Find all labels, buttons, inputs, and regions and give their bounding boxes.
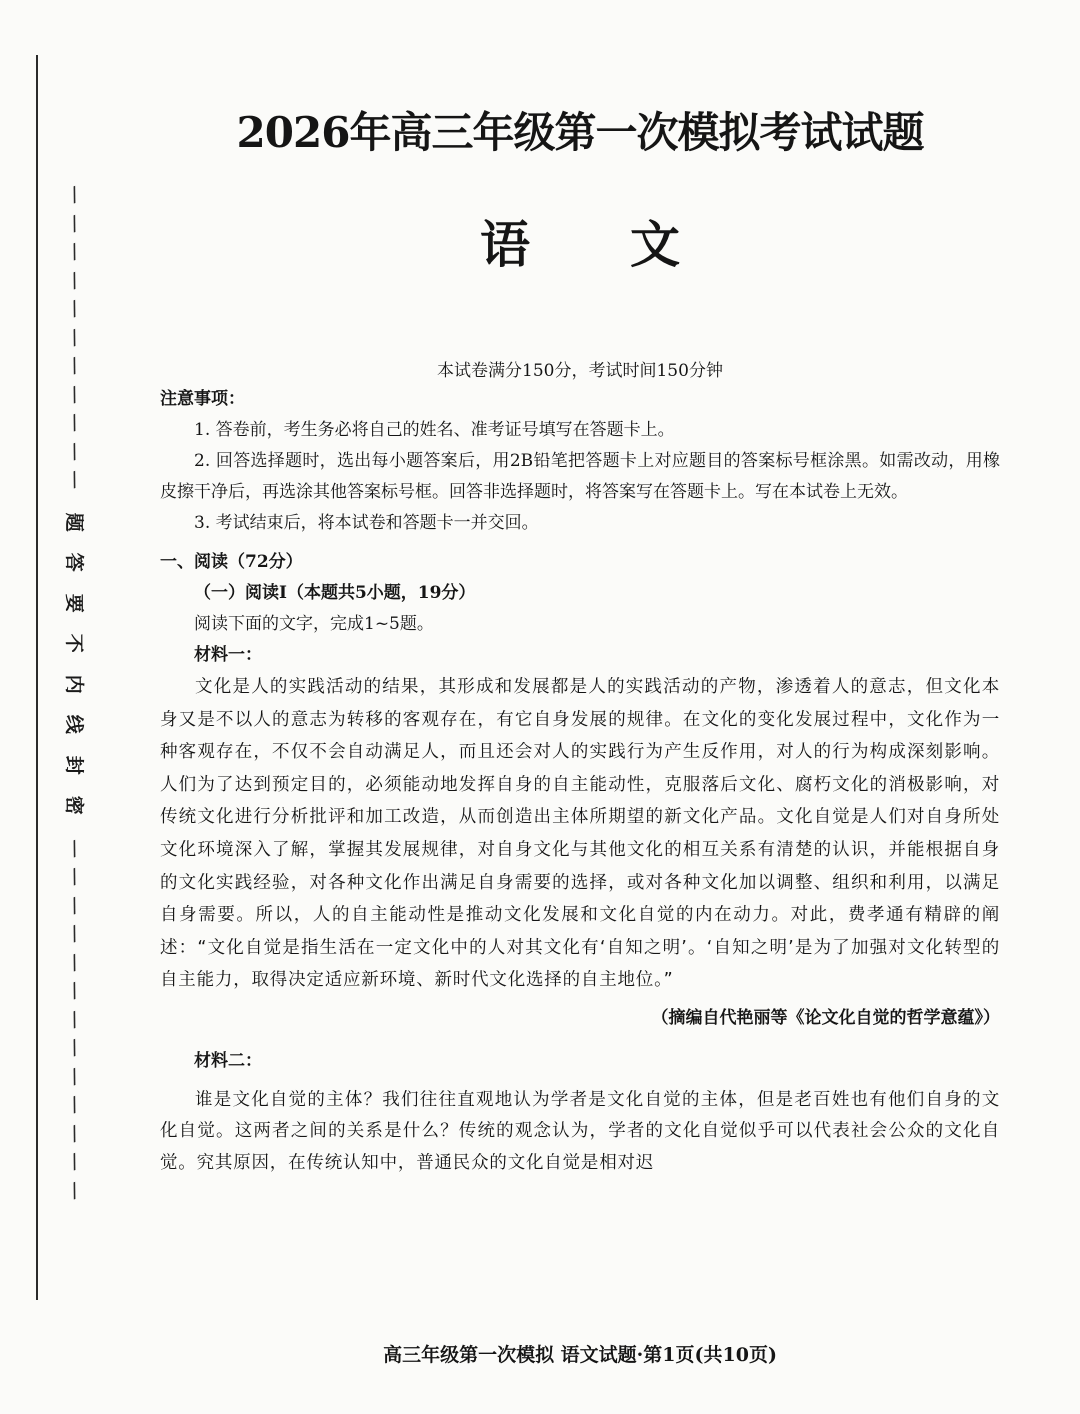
section-heading: 一、阅读（72分）	[160, 552, 303, 572]
reading-instruction: 阅读下面的文字，完成1~5题。	[194, 614, 434, 634]
seal-char: 内	[63, 674, 86, 694]
seal-char: 不	[63, 633, 86, 653]
subject-char: 语	[480, 215, 530, 274]
notice-heading: 注意事项：	[160, 389, 245, 409]
subject-title	[160, 205, 1000, 277]
sub-section-heading: （一）阅读Ⅰ（本题共5小题，19分）	[194, 583, 476, 603]
seal-char: 密	[63, 795, 86, 815]
notice-item: 3. 考试结束后，将本试卷和答题卡一并交回。	[194, 513, 539, 533]
seal-char: 要	[63, 593, 86, 613]
material-one-source: （摘编自代艳丽等《论文化自觉的哲学意蕴》）	[651, 1007, 1000, 1028]
seal-char: 线	[63, 714, 86, 734]
seal-char: 题	[63, 512, 86, 532]
material-two-text: 谁是文化自觉的主体？我们往往直观地认为学者是文化自觉的主体，但是老百姓也有他们自身的文化自觉。这两者之间的关系是什么？传统的观念认为，学者的文化自觉似乎可以代表社会公众的文化自觉。究其原因，在传统认知中，普通民众的文化自觉是相对迟	[160, 1089, 1000, 1173]
notice-item: 1. 答卷前，考生务必将自己的姓名、准考证号填写在答题卡上。	[194, 420, 675, 440]
exam-title: 2026年高三年级第一次模拟考试试题	[236, 108, 924, 157]
seal-char: 答	[63, 552, 86, 572]
seal-dashes-top: / / / / / / / / / / /	[67, 181, 81, 492]
exam-content	[160, 384, 1000, 1179]
seal-warning-text	[63, 502, 86, 826]
material-two-label: 材料二：	[194, 1050, 262, 1071]
notice-item: 2. 回答选择题时，选出每小题答案后，用2B铅笔把答题卡上对应题目的答案标号框涂黑。如需改动，用橡皮擦干净后，再选涂其他答案标号框。回答非选择题时，将答案写在答题卡上。写在本试卷上无效。	[160, 451, 1000, 502]
seal-dashes-bottom: / / / / / / / / / / / / /	[67, 835, 81, 1202]
seal-char: 封	[63, 755, 86, 775]
exam-info: 本试卷满分150分，考试时间150分钟	[437, 361, 723, 381]
material-one-label: 材料一：	[194, 645, 262, 665]
page-footer: 高三年级第一次模拟 语文试题·第1页(共10页)	[383, 1344, 777, 1366]
seal-line-column	[58, 180, 90, 1202]
subject-char: 文	[630, 215, 680, 274]
material-one-text: 文化是人的实践活动的结果，其形成和发展都是人的实践活动的产物，渗透着人的意志，但文化本身又是不以人的意志为转移的客观存在，有它自身发展的规律。在文化的变化发展过程中，文化作为一种客观存在，不仅不会自动满足人，而且还会对人的实践行为产生反作用，对人的行为构成深刻影响。人们为了达到预定目的，必须能动地发挥自身的自主能动性，克服落后文化、腐朽文化的消极影响，对传统文化进行分析批评和加工改造，从而创造出主体所期望的新文化产品。文化自觉是人们对自身所处文化环境深入了解，掌握其发展规律，对自身文化与其他文化的相互关系有清楚的认识，并能根据自身的文化实践经验，对各种文化作出满足自身需要的选择，或对各种文化加以调整、组织和利用，以满足自身需要。所以，人的自主能动性是推动文化发展和文化自觉的内在动力。对此，费孝通有精辟的阐述：“文化自觉是指生活在一定文化中的人对其文化有‘自知之明’。‘自知之明’是为了加强对文化转型的自主能力，取得决定适应新环境、新时代文化选择的自主地位。”	[160, 677, 1000, 991]
binding-line	[36, 55, 38, 1300]
